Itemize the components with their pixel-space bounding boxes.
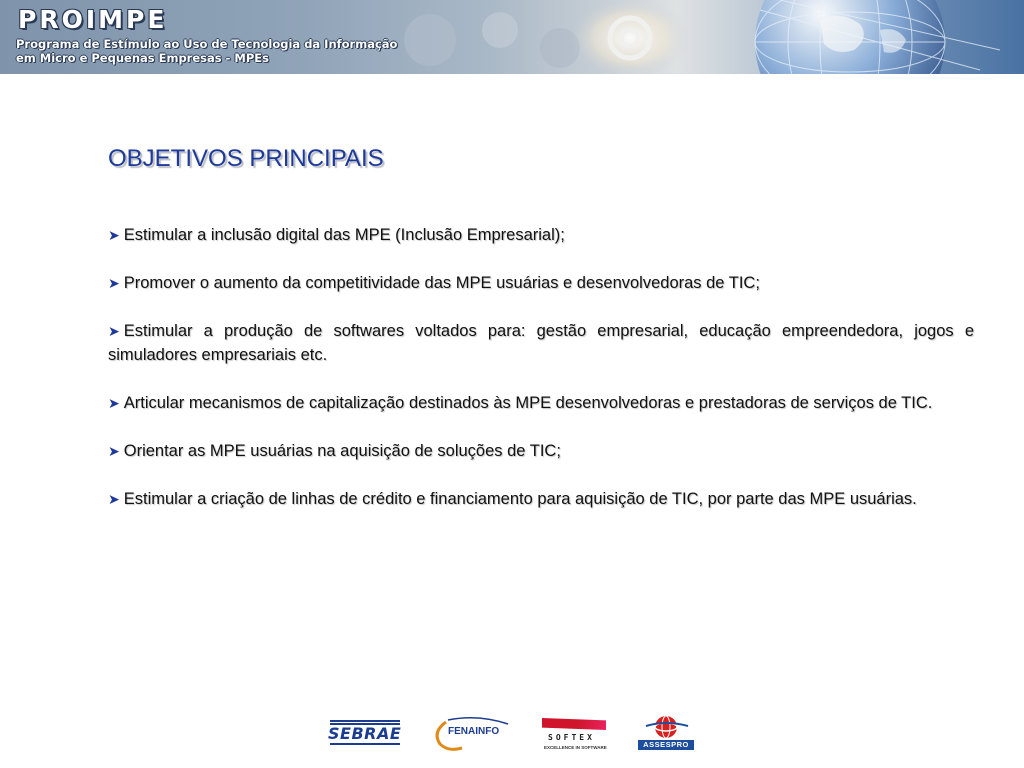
list-item-text: Articular mecanismos de capitalização destinados às MPE desenvolvedoras e prestadoras de serviços de TIC. <box>123 394 933 412</box>
list-item <box>108 223 974 247</box>
banner-title: PROIMPE <box>18 5 168 34</box>
softex-band-shape <box>542 718 606 730</box>
banner-subtitle-line-1: Programa de Estímulo ao Uso de Tecnologia da Informação <box>16 37 398 51</box>
sebrae-logo-bar <box>330 743 400 745</box>
fenainfo-logo <box>432 716 516 752</box>
list-item <box>108 391 974 415</box>
arrow-right-icon: ➤ <box>108 275 120 291</box>
list-item <box>108 439 974 463</box>
softex-tagline: EXCELLENCE IN SOFTWARE <box>544 745 607 750</box>
list-item <box>108 487 974 511</box>
arrow-right-icon: ➤ <box>108 443 120 459</box>
list-item <box>108 271 974 295</box>
arrow-right-icon: ➤ <box>108 323 120 339</box>
fenainfo-logo-text: FENAINFO <box>448 726 500 737</box>
arrow-right-icon: ➤ <box>108 491 120 507</box>
sebrae-logo-bar <box>330 720 400 722</box>
sebrae-logo-text: SEBRAE <box>328 724 402 743</box>
list-item-text: Estimular a inclusão digital das MPE (Inclusão Empresarial); <box>123 226 565 244</box>
banner-subtitle <box>16 37 397 65</box>
softex-logo <box>542 718 606 754</box>
banner-subtitle-line-2: em Micro e Pequenas Empresas - MPEs <box>16 51 269 65</box>
page-title: OBJETIVOS PRINCIPAIS <box>108 145 384 172</box>
assespro-logo <box>636 714 698 754</box>
list-item-text: Estimular a produção de softwares voltados para: gestão empresarial, educação empreendedora, jogos e simuladores empresariais etc. <box>108 322 974 364</box>
partner-logos <box>0 712 1024 756</box>
list-item-text: Estimular a criação de linhas de crédito e financiamento para aquisição de TIC, por parte das MPE usuárias. <box>123 490 917 508</box>
header-banner <box>0 0 1024 74</box>
objectives-list <box>108 223 974 535</box>
assespro-logo-text: ASSESPRO <box>638 740 694 750</box>
arrow-right-icon: ➤ <box>108 395 120 411</box>
arrow-right-icon: ➤ <box>108 227 120 243</box>
list-item <box>108 319 974 367</box>
list-item-text: Orientar as MPE usuárias na aquisição de soluções de TIC; <box>123 442 561 460</box>
sebrae-logo <box>328 720 402 746</box>
list-item-text: Promover o aumento da competitividade das MPE usuárias e desenvolvedoras de TIC; <box>123 274 760 292</box>
softex-logo-text: SOFTEX <box>548 733 595 742</box>
